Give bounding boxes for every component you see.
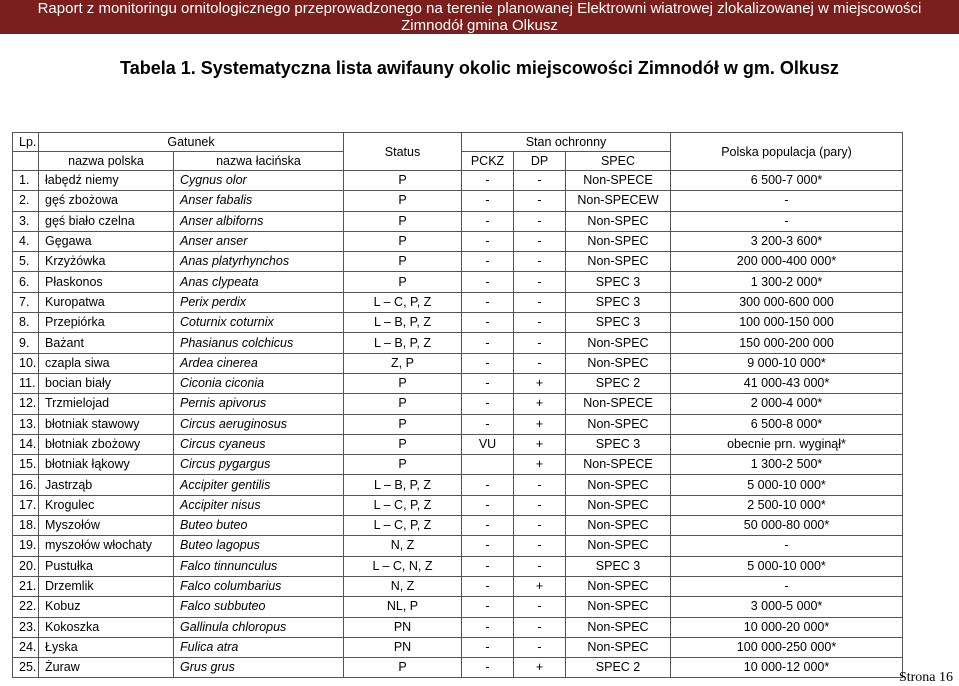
cell-pckz: - (462, 171, 514, 191)
cell-dp: - (514, 333, 566, 353)
cell-populacja: obecnie prn. wyginął* (671, 434, 903, 454)
cell-dp: - (514, 516, 566, 536)
table-row (13, 597, 903, 617)
cell-nazwa-lacinska: Ardea cinerea (174, 353, 344, 373)
cell-spec: Non-SPEC (566, 536, 671, 556)
cell-pckz: - (462, 556, 514, 576)
cell-status: P (344, 434, 462, 454)
cell-lp: 9. (13, 333, 39, 353)
cell-populacja: 6 500-8 000* (671, 414, 903, 434)
header-nazwa-polska: nazwa polska (39, 152, 174, 171)
cell-nazwa-lacinska: Falco tinnunculus (174, 556, 344, 576)
table-body (13, 171, 903, 678)
cell-spec: SPEC 3 (566, 434, 671, 454)
header-lp-empty (13, 152, 39, 171)
cell-dp: - (514, 292, 566, 312)
cell-status: L – C, N, Z (344, 556, 462, 576)
cell-lp: 13. (13, 414, 39, 434)
cell-nazwa-polska: Pustułka (39, 556, 174, 576)
table-row (13, 637, 903, 657)
cell-pckz: - (462, 373, 514, 393)
header-lp: Lp. (13, 133, 39, 152)
cell-lp: 19. (13, 536, 39, 556)
cell-status: P (344, 455, 462, 475)
table-row (13, 576, 903, 596)
cell-populacja: 1 300-2 000* (671, 272, 903, 292)
cell-nazwa-polska: myszołów włochaty (39, 536, 174, 556)
table-header-row (13, 133, 903, 152)
cell-pckz: - (462, 637, 514, 657)
cell-spec: SPEC 3 (566, 272, 671, 292)
cell-populacja: 10 000-20 000* (671, 617, 903, 637)
cell-nazwa-polska: Kuropatwa (39, 292, 174, 312)
cell-populacja: 6 500-7 000* (671, 171, 903, 191)
species-table (12, 132, 903, 678)
cell-status: L – B, P, Z (344, 333, 462, 353)
cell-nazwa-polska: błotniak zbożowy (39, 434, 174, 454)
cell-nazwa-lacinska: Cygnus olor (174, 171, 344, 191)
cell-lp: 20. (13, 556, 39, 576)
table-row (13, 373, 903, 393)
cell-pckz: - (462, 292, 514, 312)
cell-nazwa-polska: Krzyżówka (39, 252, 174, 272)
cell-spec: Non-SPEC (566, 353, 671, 373)
cell-spec: Non-SPEC (566, 211, 671, 231)
cell-nazwa-lacinska: Anas clypeata (174, 272, 344, 292)
cell-spec: Non-SPEC (566, 617, 671, 637)
cell-populacja: 100 000-150 000 (671, 313, 903, 333)
cell-pckz: - (462, 211, 514, 231)
cell-spec: SPEC 3 (566, 313, 671, 333)
cell-nazwa-lacinska: Circus cyaneus (174, 434, 344, 454)
cell-nazwa-lacinska: Gallinula chloropus (174, 617, 344, 637)
header-stan-ochronny: Stan ochronny (462, 133, 671, 152)
cell-dp: - (514, 191, 566, 211)
cell-lp: 24. (13, 637, 39, 657)
cell-pckz: VU (462, 434, 514, 454)
cell-dp: - (514, 353, 566, 373)
cell-pckz: - (462, 617, 514, 637)
cell-nazwa-polska: Drzemlik (39, 576, 174, 596)
cell-populacja: 150 000-200 000 (671, 333, 903, 353)
cell-pckz: - (462, 252, 514, 272)
cell-status: P (344, 414, 462, 434)
cell-nazwa-polska: błotniak łąkowy (39, 455, 174, 475)
cell-populacja: - (671, 211, 903, 231)
table-row (13, 272, 903, 292)
cell-status: P (344, 231, 462, 251)
header-nazwa-lacinska: nazwa łacińska (174, 152, 344, 171)
cell-nazwa-lacinska: Grus grus (174, 658, 344, 678)
header-populacja: Polska populacja (pary) (671, 133, 903, 171)
header-dp: DP (514, 152, 566, 171)
cell-nazwa-lacinska: Ciconia ciconia (174, 373, 344, 393)
cell-status: P (344, 191, 462, 211)
cell-lp: 16. (13, 475, 39, 495)
cell-nazwa-polska: Bażant (39, 333, 174, 353)
cell-spec: Non-SPEC (566, 414, 671, 434)
cell-populacja: 5 000-10 000* (671, 556, 903, 576)
cell-nazwa-polska: łabędź niemy (39, 171, 174, 191)
cell-status: P (344, 658, 462, 678)
cell-nazwa-lacinska: Falco columbarius (174, 576, 344, 596)
table-row (13, 292, 903, 312)
cell-dp: - (514, 211, 566, 231)
table-row (13, 333, 903, 353)
cell-status: PN (344, 617, 462, 637)
cell-dp: - (514, 597, 566, 617)
table-row (13, 475, 903, 495)
cell-lp: 1. (13, 171, 39, 191)
cell-spec: Non-SPEC (566, 333, 671, 353)
cell-lp: 12. (13, 394, 39, 414)
cell-dp: - (514, 495, 566, 515)
cell-nazwa-polska: Przepiórka (39, 313, 174, 333)
cell-nazwa-lacinska: Circus pygargus (174, 455, 344, 475)
cell-populacja: 50 000-80 000* (671, 516, 903, 536)
cell-populacja: 10 000-12 000* (671, 658, 903, 678)
cell-pckz: - (462, 272, 514, 292)
cell-lp: 14. (13, 434, 39, 454)
header-spec: SPEC (566, 152, 671, 171)
cell-dp: + (514, 658, 566, 678)
cell-spec: Non-SPEC (566, 252, 671, 272)
cell-populacja: 3 000-5 000* (671, 597, 903, 617)
cell-populacja: 1 300-2 500* (671, 455, 903, 475)
cell-status: L – C, P, Z (344, 516, 462, 536)
cell-lp: 22. (13, 597, 39, 617)
table-row (13, 658, 903, 678)
cell-nazwa-lacinska: Phasianus colchicus (174, 333, 344, 353)
cell-lp: 17. (13, 495, 39, 515)
cell-pckz (462, 455, 514, 475)
cell-dp: - (514, 536, 566, 556)
table-row (13, 252, 903, 272)
cell-pckz: - (462, 231, 514, 251)
cell-populacja: - (671, 191, 903, 211)
cell-nazwa-lacinska: Accipiter nisus (174, 495, 344, 515)
header-pckz: PCKZ (462, 152, 514, 171)
cell-spec: Non-SPEC (566, 597, 671, 617)
cell-populacja: 2 500-10 000* (671, 495, 903, 515)
cell-nazwa-lacinska: Perix perdix (174, 292, 344, 312)
cell-pckz: - (462, 516, 514, 536)
cell-pckz: - (462, 597, 514, 617)
cell-spec: Non-SPEC (566, 576, 671, 596)
cell-nazwa-lacinska: Buteo buteo (174, 516, 344, 536)
cell-nazwa-lacinska: Fulica atra (174, 637, 344, 657)
table-row (13, 455, 903, 475)
cell-dp: + (514, 414, 566, 434)
cell-dp: - (514, 617, 566, 637)
cell-nazwa-polska: czapla siwa (39, 353, 174, 373)
cell-lp: 23. (13, 617, 39, 637)
cell-nazwa-polska: Myszołów (39, 516, 174, 536)
cell-pckz: - (462, 191, 514, 211)
report-header-line-2: Zimnodół gmina Olkusz (401, 17, 558, 34)
cell-lp: 15. (13, 455, 39, 475)
cell-status: NL, P (344, 597, 462, 617)
table-row (13, 353, 903, 373)
cell-populacja: - (671, 536, 903, 556)
cell-status: Z, P (344, 353, 462, 373)
cell-nazwa-polska: gęś zbożowa (39, 191, 174, 211)
cell-nazwa-polska: bocian biały (39, 373, 174, 393)
cell-nazwa-polska: Gęgawa (39, 231, 174, 251)
cell-pckz: - (462, 475, 514, 495)
cell-dp: - (514, 556, 566, 576)
cell-populacja: 200 000-400 000* (671, 252, 903, 272)
cell-nazwa-polska: Trzmielojad (39, 394, 174, 414)
cell-status: P (344, 272, 462, 292)
cell-nazwa-lacinska: Circus aeruginosus (174, 414, 344, 434)
cell-lp: 3. (13, 211, 39, 231)
page-number: Strona 16 (898, 670, 953, 685)
cell-lp: 25. (13, 658, 39, 678)
cell-nazwa-polska: gęś biało czelna (39, 211, 174, 231)
cell-lp: 2. (13, 191, 39, 211)
cell-lp: 5. (13, 252, 39, 272)
cell-nazwa-lacinska: Falco subbuteo (174, 597, 344, 617)
cell-lp: 7. (13, 292, 39, 312)
cell-pckz: - (462, 536, 514, 556)
cell-nazwa-lacinska: Anser anser (174, 231, 344, 251)
cell-populacja: 3 200-3 600* (671, 231, 903, 251)
cell-status: N, Z (344, 536, 462, 556)
cell-populacja: 9 000-10 000* (671, 353, 903, 373)
cell-nazwa-polska: Płaskonos (39, 272, 174, 292)
cell-status: P (344, 252, 462, 272)
cell-status: L – B, P, Z (344, 475, 462, 495)
cell-populacja: 5 000-10 000* (671, 475, 903, 495)
cell-dp: + (514, 455, 566, 475)
cell-dp: + (514, 576, 566, 596)
cell-pckz: - (462, 394, 514, 414)
table-row (13, 516, 903, 536)
cell-spec: Non-SPEC (566, 516, 671, 536)
table-row (13, 394, 903, 414)
cell-status: PN (344, 637, 462, 657)
cell-pckz: - (462, 658, 514, 678)
cell-dp: - (514, 231, 566, 251)
cell-pckz: - (462, 576, 514, 596)
cell-status: P (344, 394, 462, 414)
cell-dp: - (514, 637, 566, 657)
cell-nazwa-polska: Żuraw (39, 658, 174, 678)
cell-spec: SPEC 2 (566, 373, 671, 393)
cell-spec: Non-SPECE (566, 455, 671, 475)
cell-status: N, Z (344, 576, 462, 596)
cell-populacja: 300 000-600 000 (671, 292, 903, 312)
table-row (13, 211, 903, 231)
table-row (13, 495, 903, 515)
report-header-line-1: Raport z monitoringu ornitologicznego przeprowadzonego na terenie planowanej Elektrowni wiatrowej zlokalizowanej w miejscowości (37, 0, 922, 17)
report-header (0, 0, 959, 34)
cell-nazwa-lacinska: Coturnix coturnix (174, 313, 344, 333)
cell-dp: - (514, 171, 566, 191)
cell-nazwa-lacinska: Anas platyrhynchos (174, 252, 344, 272)
cell-status: P (344, 373, 462, 393)
table-row (13, 617, 903, 637)
table-row (13, 556, 903, 576)
cell-nazwa-lacinska: Anser fabalis (174, 191, 344, 211)
table-title: Tabela 1. Systematyczna lista awifauny okolic miejscowości Zimnodół w gm. Olkusz (120, 58, 839, 78)
cell-nazwa-polska: Krogulec (39, 495, 174, 515)
header-gatunek: Gatunek (39, 133, 344, 152)
cell-spec: Non-SPEC (566, 475, 671, 495)
cell-nazwa-polska: Łyska (39, 637, 174, 657)
table-row (13, 171, 903, 191)
cell-pckz: - (462, 414, 514, 434)
cell-pckz: - (462, 333, 514, 353)
cell-nazwa-polska: błotniak stawowy (39, 414, 174, 434)
cell-dp: + (514, 373, 566, 393)
cell-spec: SPEC 2 (566, 658, 671, 678)
cell-lp: 11. (13, 373, 39, 393)
cell-spec: Non-SPEC (566, 495, 671, 515)
cell-dp: - (514, 313, 566, 333)
cell-spec: Non-SPECEW (566, 191, 671, 211)
cell-lp: 4. (13, 231, 39, 251)
cell-dp: + (514, 434, 566, 454)
cell-nazwa-lacinska: Pernis apivorus (174, 394, 344, 414)
cell-dp: + (514, 394, 566, 414)
cell-status: P (344, 171, 462, 191)
cell-lp: 21. (13, 576, 39, 596)
cell-populacja: 2 000-4 000* (671, 394, 903, 414)
cell-pckz: - (462, 313, 514, 333)
header-status: Status (344, 133, 462, 171)
cell-status: L – B, P, Z (344, 313, 462, 333)
cell-spec: SPEC 3 (566, 556, 671, 576)
cell-dp: - (514, 475, 566, 495)
table-row (13, 536, 903, 556)
cell-spec: SPEC 3 (566, 292, 671, 312)
cell-nazwa-lacinska: Anser albiforns (174, 211, 344, 231)
cell-nazwa-lacinska: Accipiter gentilis (174, 475, 344, 495)
cell-nazwa-lacinska: Buteo lagopus (174, 536, 344, 556)
cell-spec: Non-SPECE (566, 171, 671, 191)
cell-status: L – C, P, Z (344, 495, 462, 515)
table-row (13, 414, 903, 434)
cell-lp: 6. (13, 272, 39, 292)
cell-spec: Non-SPEC (566, 231, 671, 251)
cell-populacja: 100 000-250 000* (671, 637, 903, 657)
table-row (13, 434, 903, 454)
table-row (13, 313, 903, 333)
cell-populacja: 41 000-43 000* (671, 373, 903, 393)
cell-pckz: - (462, 495, 514, 515)
cell-dp: - (514, 272, 566, 292)
cell-nazwa-polska: Jastrząb (39, 475, 174, 495)
cell-pckz: - (462, 353, 514, 373)
cell-dp: - (514, 252, 566, 272)
table-row (13, 191, 903, 211)
cell-lp: 10. (13, 353, 39, 373)
cell-lp: 8. (13, 313, 39, 333)
cell-status: P (344, 211, 462, 231)
table-row (13, 231, 903, 251)
cell-spec: Non-SPEC (566, 637, 671, 657)
cell-status: L – C, P, Z (344, 292, 462, 312)
cell-spec: Non-SPECE (566, 394, 671, 414)
cell-populacja: - (671, 576, 903, 596)
cell-nazwa-polska: Kobuz (39, 597, 174, 617)
cell-nazwa-polska: Kokoszka (39, 617, 174, 637)
cell-lp: 18. (13, 516, 39, 536)
